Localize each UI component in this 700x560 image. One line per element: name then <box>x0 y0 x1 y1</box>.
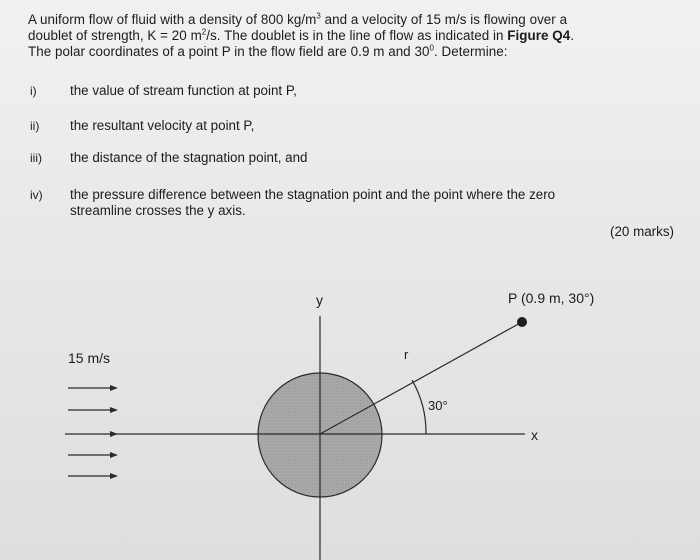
radius-label: r <box>404 347 409 362</box>
velocity-label: 15 m/s <box>68 350 111 366</box>
point-p-label: P (0.9 m, 30°) <box>508 290 595 306</box>
figure-reference: Figure Q4 <box>507 28 571 43</box>
question-number: i) <box>30 84 37 98</box>
question-text: the pressure difference between the stagnation point and the point where the zero streamline crosses the y axis. <box>70 187 556 218</box>
marks-label: (20 marks) <box>610 224 674 239</box>
question-text: the value of stream function at point P, <box>70 83 297 98</box>
radius-line <box>320 322 522 434</box>
flow-arrow-2 <box>68 407 118 413</box>
flow-arrow-4 <box>68 452 118 458</box>
point-p <box>517 317 527 327</box>
question-number: iv) <box>30 188 43 202</box>
intro-line-1: A uniform flow of fluid with a density of 800 $kg/m^3$ and a velocity of 15 m/s is flowing over a <box>28 11 568 27</box>
intro-line-3: The polar coordinates of a point P in the flow field are 0.9 m and $30^0$. Determine: <box>28 43 508 59</box>
angle-arc <box>412 380 426 434</box>
intro-line-2: doublet of strength, K = 20 $m^2/s$. The doublet is in the line of flow as indicated in Figure Q4. <box>28 27 575 43</box>
flow-arrows <box>68 385 118 479</box>
question-number: ii) <box>30 119 40 133</box>
flow-arrow-3 <box>110 431 118 437</box>
question-text: the resultant velocity at point P, <box>70 118 255 133</box>
x-axis-label: x <box>531 427 538 443</box>
flow-arrow-1 <box>68 385 118 391</box>
question-text: the distance of the stagnation point, and <box>70 150 308 165</box>
question-number: iii) <box>30 151 42 165</box>
angle-label: 30° <box>428 398 448 413</box>
y-axis-label: y <box>316 292 323 308</box>
flow-arrow-5 <box>68 473 118 479</box>
